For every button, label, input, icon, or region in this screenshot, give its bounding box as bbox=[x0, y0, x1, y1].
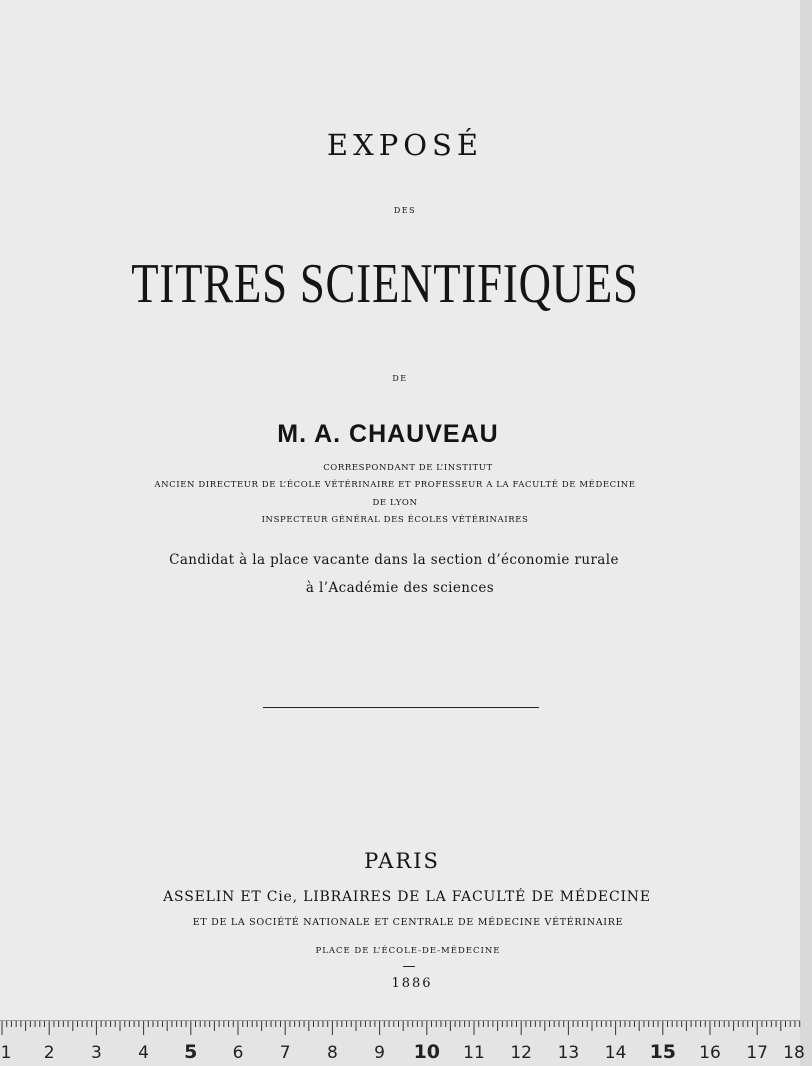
ruler-number: 5 bbox=[184, 1041, 198, 1063]
ruler-number: 9 bbox=[374, 1043, 386, 1063]
ruler-number: 1 bbox=[0, 1043, 12, 1063]
ruler-number: 8 bbox=[326, 1043, 338, 1063]
publisher-line: ET DE LA SOCIÉTÉ NATIONALE ET CENTRALE DE MÉDECINE VÉTÉRINAIRE bbox=[192, 917, 624, 928]
publisher-address: PLACE DE L’ÉCOLE-DE-MÉDECINE bbox=[315, 946, 501, 956]
connector-des: DES bbox=[393, 206, 417, 215]
author-role: ANCIEN DIRECTEUR DE L’ÉCOLE VÉTÉRINAIRE ET PROFESSEUR A LA FACULTÉ DE MÉDECINE bbox=[154, 480, 636, 490]
ruler-number: 11 bbox=[463, 1043, 485, 1063]
ruler-ticks bbox=[0, 1021, 800, 1066]
ruler-number: 16 bbox=[699, 1043, 721, 1063]
ruler-number: 7 bbox=[279, 1043, 291, 1063]
horizontal-rule bbox=[263, 707, 539, 708]
ruler-number: 15 bbox=[649, 1041, 677, 1063]
ruler-number: 2 bbox=[43, 1043, 55, 1063]
connector-de: DE bbox=[392, 374, 408, 383]
ruler-number: 17 bbox=[746, 1043, 769, 1063]
ruler-number: 6 bbox=[232, 1043, 244, 1063]
imprint-city: PARIS bbox=[364, 849, 440, 873]
publication-year: 1886 bbox=[391, 976, 433, 991]
ruler-number: 12 bbox=[510, 1043, 533, 1063]
ruler-number: 18 bbox=[783, 1043, 805, 1063]
author-role: INSPECTEUR GÉNÉRAL DES ÉCOLES VÉTÉRINAIRES bbox=[261, 515, 529, 525]
measuring-ruler bbox=[0, 1020, 805, 1066]
ruler-number: 14 bbox=[604, 1043, 627, 1063]
candidacy-line: à l’Académie des sciences bbox=[305, 580, 495, 596]
short-rule bbox=[403, 966, 415, 967]
publisher-line: ASSELIN ET Cie, LIBRAIRES DE LA FACULTÉ DE MÉDECINE bbox=[163, 889, 651, 905]
heading: EXPOSÉ bbox=[326, 128, 484, 162]
ruler-number: 10 bbox=[413, 1041, 441, 1063]
ruler-number: 4 bbox=[138, 1043, 150, 1063]
ruler-number: 13 bbox=[557, 1043, 580, 1063]
ruler-number: 3 bbox=[90, 1043, 102, 1063]
author-role: DE LYON bbox=[372, 498, 418, 508]
author-name: M. A. CHAUVEAU bbox=[277, 420, 499, 448]
author-role: CORRESPONDANT DE L’INSTITUT bbox=[323, 463, 493, 473]
main-title: TITRES SCIENTIFIQUES bbox=[131, 253, 639, 315]
candidacy-line: Candidat à la place vacante dans la section d’économie rurale bbox=[169, 552, 619, 568]
